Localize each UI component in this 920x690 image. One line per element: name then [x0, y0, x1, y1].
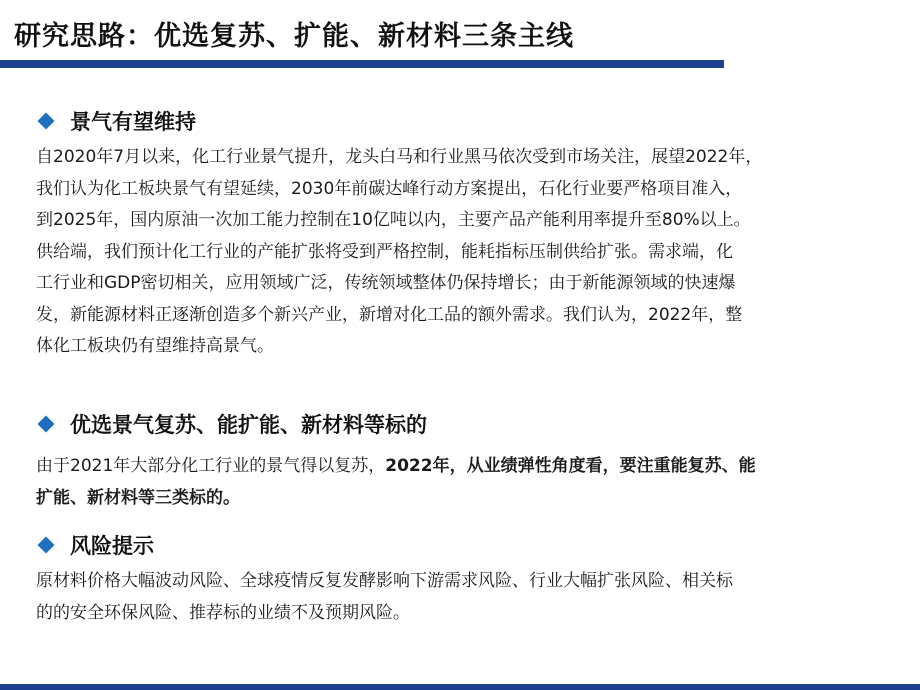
section-paragraph-risks — [36, 566, 886, 629]
footer-rule — [0, 684, 920, 690]
paragraph-line: 的的安全环保风险、推荐标的业绩不及预期风险。 — [36, 602, 410, 623]
paragraph-line — [36, 451, 886, 483]
paragraph-line: 到2025年，国内原油一次加工能力控制在10亿吨以内，主要产品产能利用率提升至80%以上。 — [36, 210, 751, 230]
section-paragraph-outlook — [36, 142, 886, 363]
diamond-bullet-icon — [38, 416, 55, 433]
page-title: 研究思路：优选复苏、扩能、新材料三条主线 — [14, 21, 574, 52]
section-heading-picks — [36, 409, 427, 439]
paragraph-line: 发，新能源材料正逐渐创造多个新兴产业，新增对化工品的额外需求。我们认为，2022年，整 — [36, 304, 743, 325]
paragraph-text: 由于2021年大部分化工行业的景气得以复苏， — [36, 456, 386, 476]
paragraph-line: 供给端，我们预计化工行业的产能扩张将受到严格控制，能耗指标压制供给扩张。需求端，化 — [36, 241, 733, 262]
section-heading-outlook — [36, 106, 196, 136]
paragraph-line: 原材料价格大幅波动风险、全球疫情反复发酵影响下游需求风险、行业大幅扩张风险、相关标 — [36, 571, 733, 591]
paragraph-emphasis: 2022年，从业绩弹性角度看，要注重能复苏、能 — [385, 456, 756, 476]
section-heading-label: 景气有望维持 — [70, 110, 196, 134]
paragraph-line — [36, 483, 886, 515]
section-paragraph-picks — [36, 451, 886, 514]
section-heading-label: 风险提示 — [70, 534, 154, 558]
paragraph-line: 体化工板块仍有望维持高景气。 — [36, 336, 274, 356]
title-underline — [0, 60, 724, 68]
section-heading-risks — [36, 530, 154, 560]
paragraph-emphasis: 扩能、新材料等三类标的。 — [36, 487, 240, 508]
paragraph-line: 工行业和GDP密切相关，应用领域广泛，传统领域整体仍保持增长；由于新能源领域的快速爆 — [36, 273, 736, 293]
paragraph-line: 我们认为化工板块景气有望延续，2030年前碳达峰行动方案提出，石化行业要严格项目准入， — [36, 178, 743, 199]
diamond-bullet-icon — [38, 113, 55, 130]
section-heading-label: 优选景气复苏、能扩能、新材料等标的 — [70, 413, 427, 437]
paragraph-line: 自2020年7月以来，化工行业景气提升，龙头白马和行业黑马依次受到市场关注，展望2022年， — [36, 147, 763, 167]
diamond-bullet-icon — [38, 537, 55, 554]
